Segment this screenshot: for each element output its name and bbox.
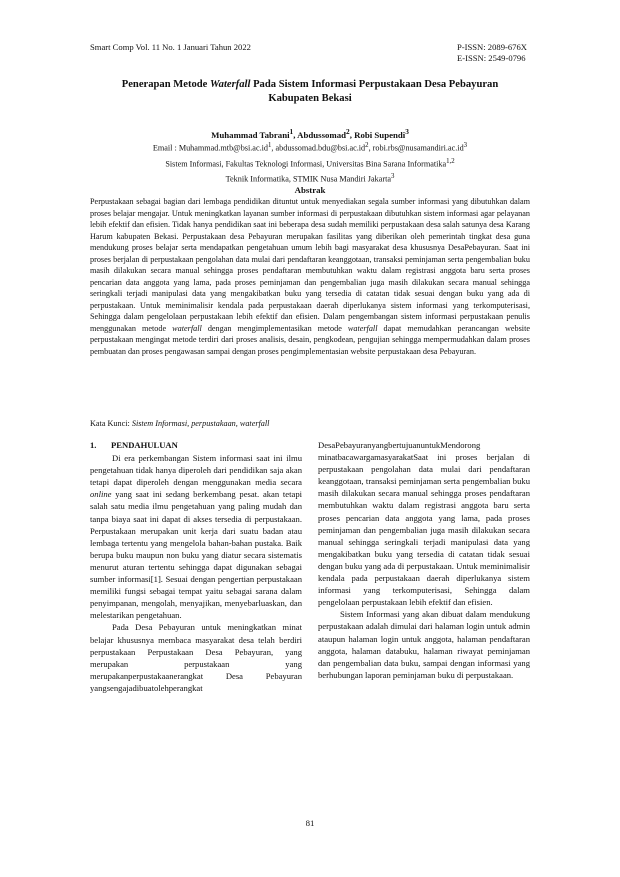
paper-title (90, 78, 530, 106)
abstract-text: Saat ini proses berjalan di perpustakaan pengolahan data mulai dari pendaftaran keanggotaan, transaksi peminjaman serta pengembalian buku masih dilakukan secara manual sehingga proses pendaftaran membutuhkan waktu dalam registrasi anggota baru serta proses pencarian data anggota yang lama, pada proses peminjaman dan pengembalian juga masih dilakukan secara manual sehingga seringkali terjadi manipulasi data yang mengakibatkan buku yang tersedia di catatan tidak sesuai dengan buku yang ada di perpustakaan. Untuk meminimalisir kendala pada perpustakaan daerah diperlukanya sistem informasi yang terkomputerisasi, Sehingga dalam pengelolaan perpustakaan lebih efektif dan efisien. (90, 243, 530, 321)
body-text: yang saat ini sedang berkembang pesat. akan tetapi salah satu media ilmu pengetahuan yang paling mudah dan tanpa biaya saat ini dapat di akses tersedia di perpustakaan. (90, 489, 302, 524)
journal-name: Smart Comp Vol. 11 No. 1 Januari Tahun 2022 (90, 42, 251, 52)
title-emphasis: Waterfall (210, 79, 251, 90)
institution-line-1 (40, 155, 580, 171)
body-text: Sesuai dengan pengertian perpustakaan memiliki fungsi sebagai tempat yaitu sebagai sarana dalam penyimpanan, mengolah, menyajikan, menyebarluaskan, dan melestarikan pengetahuan. (90, 574, 302, 621)
body-text: DesaPebayuranyangbertujuanuntukMendorong minatbacawargamasyarakat (318, 440, 481, 463)
author-separator: , (293, 129, 298, 140)
author-superscript: 1 (289, 127, 294, 136)
abstract-emphasis: waterfall (347, 323, 378, 333)
author-superscript: 3 (405, 127, 409, 136)
email-superscript: 1 (268, 142, 272, 149)
abstract-text: dengan mengimplementasikan metode (201, 323, 348, 333)
email-superscript: 2 (365, 142, 369, 149)
keywords (90, 418, 530, 429)
author-name: Robi Supendi (354, 129, 406, 140)
section-heading (90, 439, 302, 451)
institution-line-2 (40, 170, 580, 186)
abstract-body (90, 196, 530, 357)
title-text: Penerapan Metode (121, 79, 211, 90)
journal-header (90, 42, 251, 53)
email-superscript: 3 (463, 142, 468, 149)
body-emphasis: online (90, 489, 112, 500)
title-line-2: Kabupaten Bekasi (268, 93, 352, 104)
body-paragraph (318, 439, 530, 608)
email-line (40, 139, 580, 155)
email-prefix: Email : (152, 143, 179, 153)
body-text: Perpustakaan merupakan unit kerja dari suatu badan atau lembaga tertentu yang mengelola bahan-bahan pustaka. Baik berupa buku maupun non buku yang diatur secara sistematis menurut aturan tertentu sehingga dapat digunakan sebagai sumber informasi[1]. (90, 525, 302, 585)
print-issn: P-ISSN: 2089-676X (457, 42, 527, 52)
electronic-issn: E-ISSN: 2549-0796 (457, 53, 526, 63)
abstract-emphasis: waterfall (172, 323, 202, 333)
body-paragraph (90, 452, 302, 621)
title-text: Pada Sistem Informasi Perpustakaan Desa Pebayuran (250, 79, 499, 90)
keywords-value: Sistem Informasi, perpustakaan, waterfall (131, 419, 270, 428)
author-superscript: 2 (346, 127, 350, 136)
keywords-label: Kata Kunci: (90, 419, 132, 428)
page-number: 81 (305, 818, 315, 828)
author-name: Abdussomad (297, 129, 347, 140)
author-separator: , (349, 129, 355, 140)
author-email: , abdussomad.bdu@bsi.ac.id (271, 143, 366, 153)
institution-superscript: 3 (391, 173, 395, 181)
right-column (318, 439, 530, 681)
abstract-text: Dalam pengembangan sistem informasi perpustakaan penulis menggunakan metode (90, 312, 530, 333)
body-text: Saat ini proses berjalan di perpustakaan pengolahan data mulai dari pendaftaran keanggotaan, transaksi peminjaman serta pengembalian buku masih dilakukan secara manual sehingga proses pendaftaran membutuhkan waktu dalam registrasi anggota baru serta proses pencarian data anggota yang lama, pada proses peminjaman dan pengembalian juga masih dilakukan secara manual sehingga seringkali terjadi manipulasi data yang mengakibatkan buku yang tersedia di catatan tidak sesuai dengan buku yang ada di perpustakaan. Untuk meminimalisir kendala pada perpustakaan daerah diperlukanya sistem informasi yang terkomputerisasi, Sehingga dalam pengelolaan perpustakaan lebih efektif dan efisien. (318, 452, 530, 608)
author-email: , robi.rbs@nusamandiri.ac.id (368, 143, 464, 153)
author-name: Muhammad Tabrani (211, 129, 290, 140)
abstract-text: Perpustakaan sebagai bagian dari lembaga pendidikan dituntut untuk menyediakan segala sumber informasi yang dibutuhkan dalam proses belajar mengajar. Untuk meningkatkan layanan sumber informasi di perpustakaan dibutuhkan sistem informasi agar pelayanan lebih efektif dan efisien. Tidak hanya pendidikan saat ini beberapa desa sudah memiliki perpustakaan desa salah satunya desa Karang Harum kabupaten Bekasi. Perpustakaan desa Pebayuran merupakan fasilitas yang diberikan oleh pemerintah tingkat desa guna mendukung proses belajar serta mendapatkan pengetahuan umum lebih bagi masyarakat desa khususnya DesaPebayuran. (90, 197, 530, 252)
issn-block (457, 42, 527, 64)
affiliations (40, 139, 580, 186)
title-line-1 (90, 78, 530, 92)
section-title: PENDAHULUAN (111, 440, 178, 450)
section-number: 1. (90, 440, 97, 450)
left-column (90, 439, 302, 694)
institution-name: Sistem Informasi, Fakultas Teknologi Informasi, Universitas Bina Sarana Informatika (165, 159, 447, 169)
author-email: Muhammad.mtb@bsi.ac.id (178, 143, 268, 153)
body-paragraph: Pada Desa Pebayuran untuk meningkatkan minat belajar khususnya membaca masyarakat desa telah berdiri perpustakaan Perpustakaan Desa Pebayuran, yang merupakan perpustakaan yang merupakanperpustakaanerangkat Desa Pebayuran yangsengajadibuatolehperangkat (90, 622, 302, 693)
abstract-text: dapat memudahkan perancangan website perpustakaan mengingat metode terdiri dari proses analisis, desain, pengkodean, pengujian sehingga mempermudahkan dalam proses pembuatan dan proses pengawasan sampai dengan proses pengimplementasian website perpustakaan desa Pebayuran. (90, 323, 530, 356)
institution-superscript: 1,2 (446, 157, 455, 165)
body-text: Di era perkembangan Sistem informasi saat ini ilmu pengetahuan tidak hanya diperoleh dari pendidikan saja akan tetapi dapat diperoleh dengan menggunakan media secara (90, 453, 302, 488)
body-paragraph: Sistem Informasi yang akan dibuat dalam mendukung perpustakaan adalah dimulai dari halaman login untuk admin ataupun halaman login untuk anggota, halaman pendaftaran anggota, halaman databuku, halaman riwayat peminjaman dan pengembalian data buku, sampai dengan informasi yang berhubungan laporan peminjaman buku di perpustakaan. (318, 609, 530, 680)
institution-name: Teknik Informatika, STMIK Nusa Mandiri Jakarta (225, 175, 391, 185)
abstract-heading: Abstrak (294, 185, 326, 195)
